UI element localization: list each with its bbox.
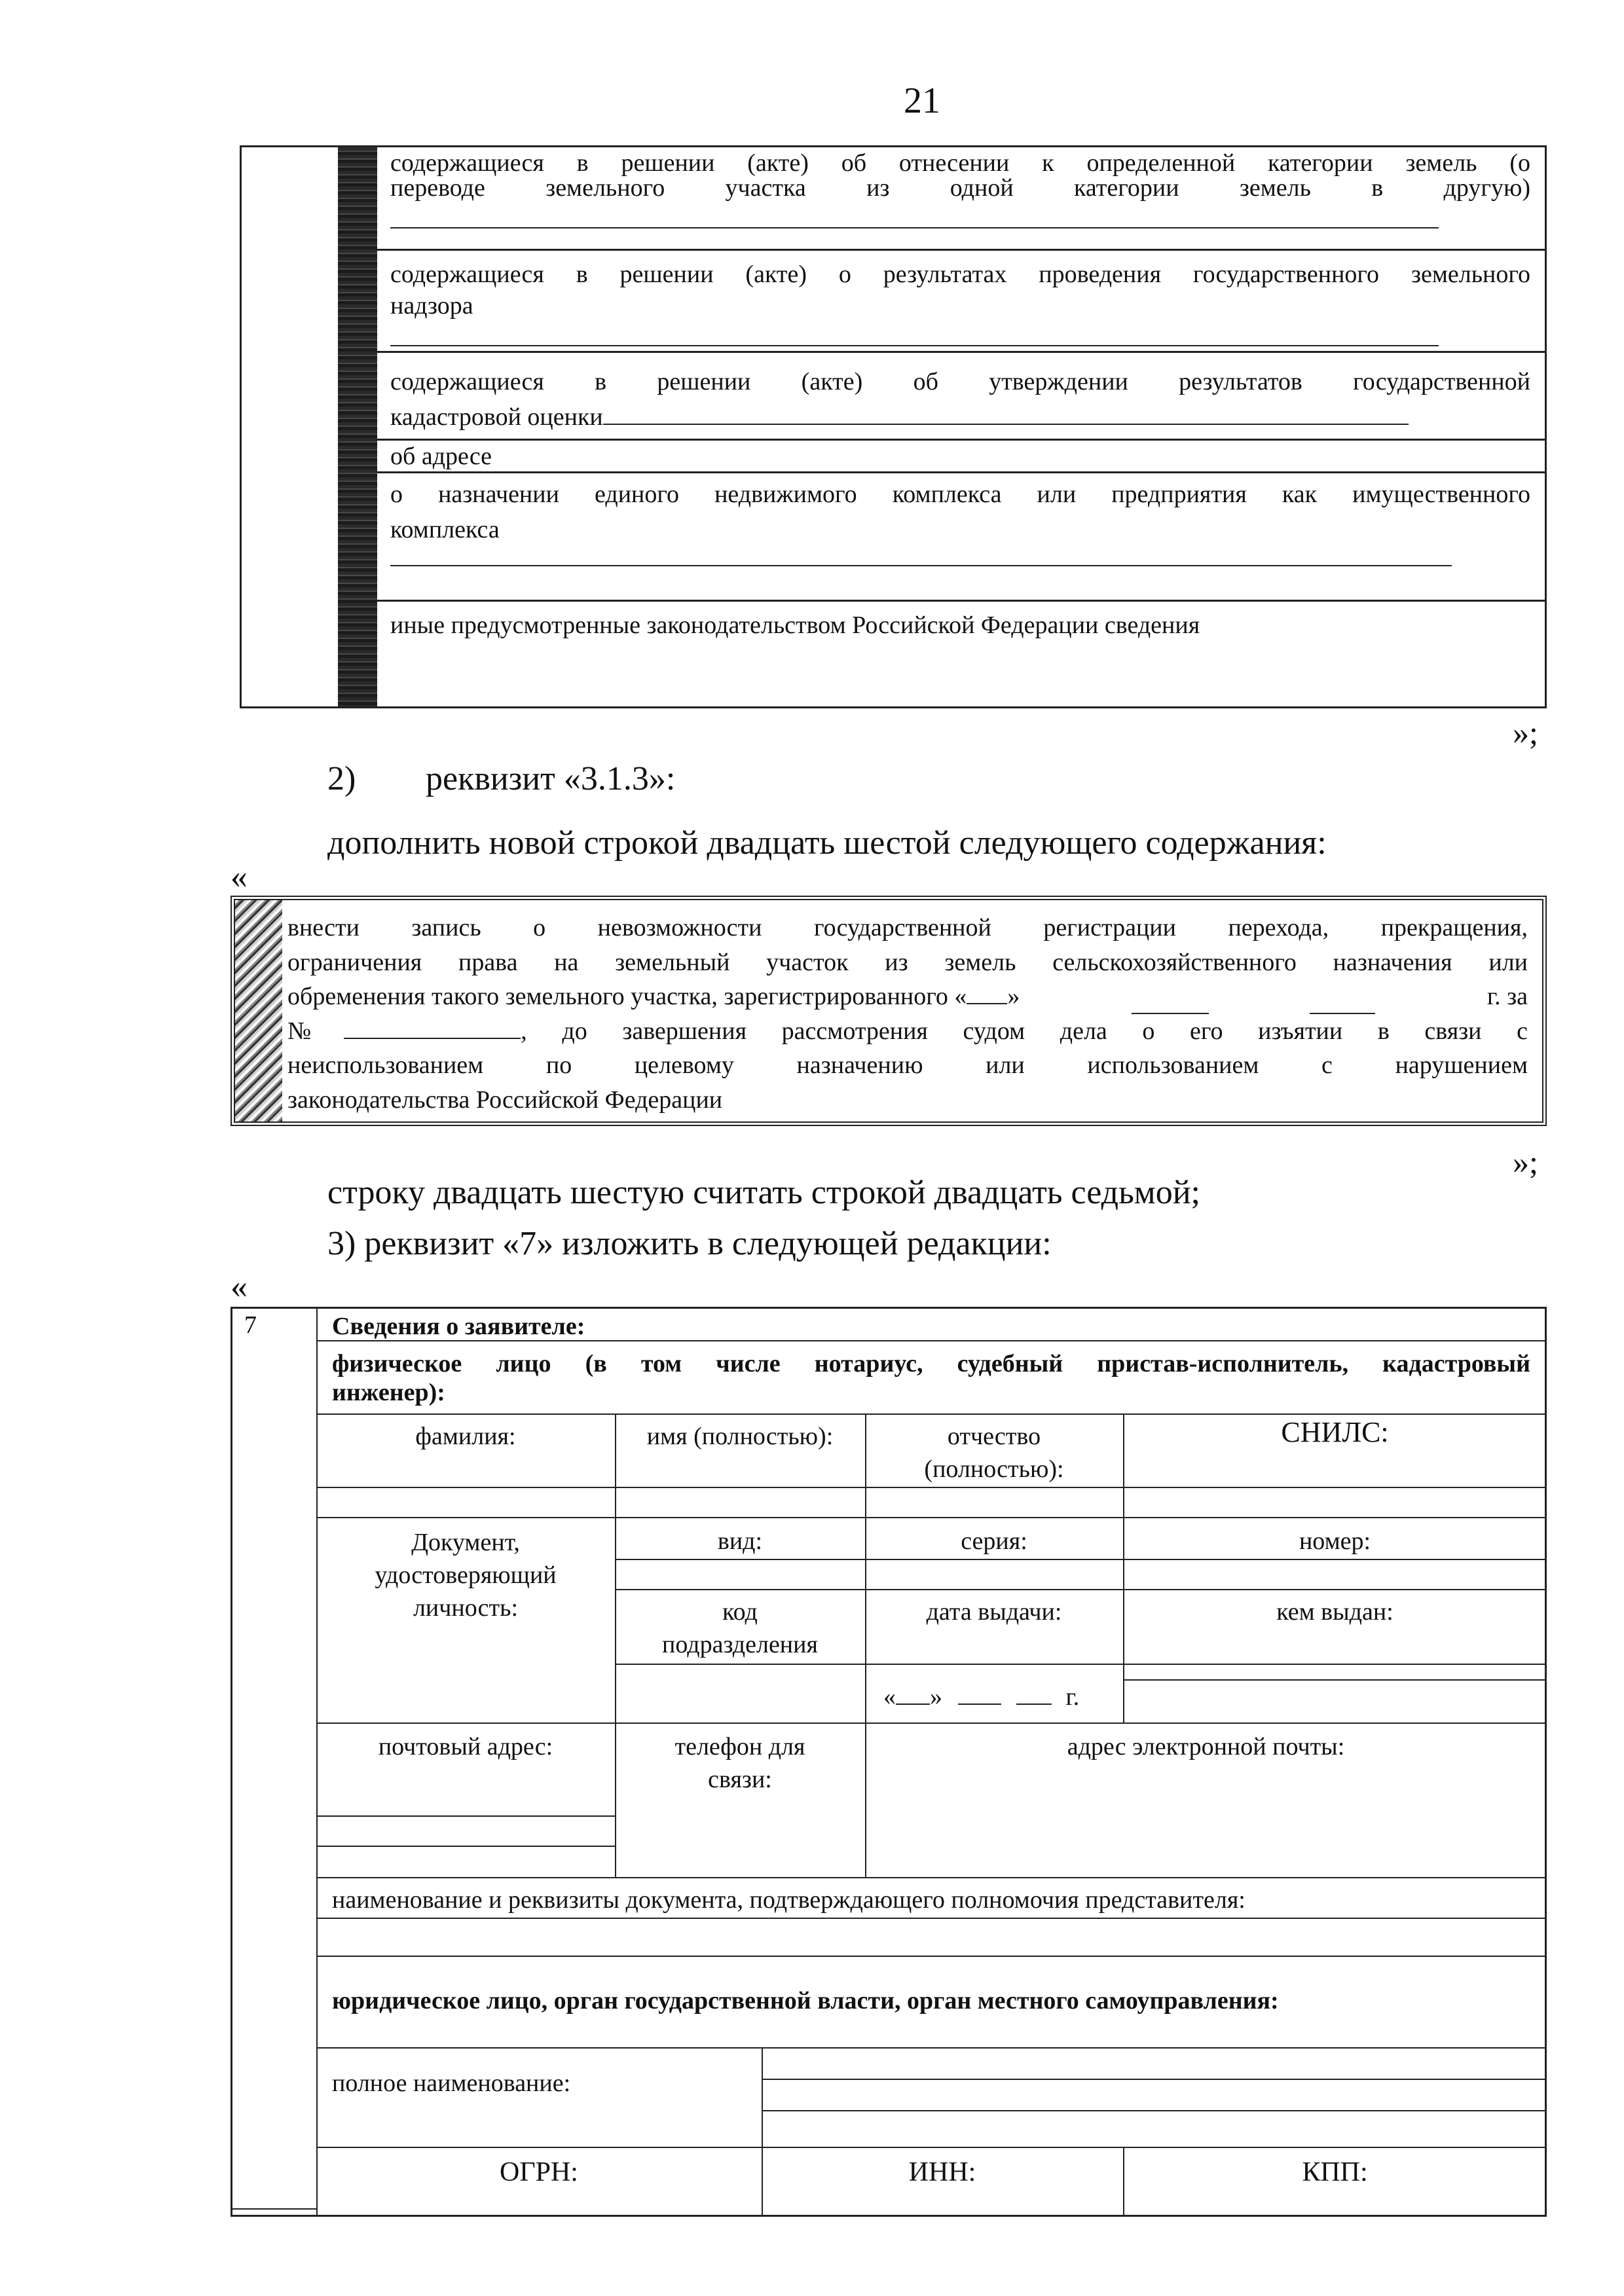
closing-quote: »; xyxy=(1513,1144,1538,1180)
fill-in-line xyxy=(603,424,1409,425)
legal-entity-header: юридическое лицо, орган государственной власти, орган местного самоуправления: xyxy=(332,1987,1279,2014)
table-row-other-info: иные предусмотренные законодательством Российской Федерации сведения xyxy=(390,611,1200,639)
item-text: реквизит «3.1.3»: xyxy=(426,760,676,797)
representative-document-label: наименование и реквизиты документа, подтверждающего полномочия представителя: xyxy=(332,1886,1246,1914)
register-details-table xyxy=(240,145,1547,708)
issued-by-label: кем выдан: xyxy=(1276,1598,1393,1626)
document-series-label: серия: xyxy=(961,1527,1027,1555)
patronymic-label: отчество (полностью): xyxy=(924,1423,1064,1483)
opening-quote: « xyxy=(231,1268,248,1305)
individual-header: физическое лицо (в том числе нотариус, судебный пристав-исполнитель, кадастровый инженер): xyxy=(332,1350,1530,1406)
issue-date-label: дата выдачи: xyxy=(926,1598,1062,1626)
table-row-address: об адресе xyxy=(377,441,1545,473)
table-row-property-complex: о назначении единого недвижимого комплекса или предприятия как имущественного комплекса xyxy=(377,473,1545,602)
fill-in-line xyxy=(390,204,1439,228)
document-number-label: номер: xyxy=(1299,1527,1371,1555)
new-row-box xyxy=(231,896,1547,1126)
postal-address-label: почтовый адрес: xyxy=(378,1733,553,1760)
row-number: 7 xyxy=(244,1311,257,1339)
fill-in-line xyxy=(390,545,1452,566)
division-code-label: код подразделения xyxy=(662,1598,818,1658)
renumber-text: строку двадцать шестую считать строкой двадцать седьмой; xyxy=(327,1174,1200,1211)
snils-label: СНИЛС: xyxy=(1281,1416,1389,1448)
applicant-info-table xyxy=(231,1307,1547,2217)
surname-label: фамилия: xyxy=(415,1423,516,1450)
item-text: 3) реквизит «7» изложить в следующей редакции: xyxy=(327,1225,1052,1262)
box-shaded-column xyxy=(235,900,282,1121)
date-template: « » г. xyxy=(883,1683,1080,1711)
item-number: 2) xyxy=(327,760,356,797)
page-number: 21 xyxy=(904,81,940,121)
table-shaded-column xyxy=(338,147,377,706)
document-type-label: вид: xyxy=(717,1527,763,1555)
first-name-label: имя (полностью): xyxy=(646,1423,834,1450)
email-label: адрес электронной почты: xyxy=(1067,1733,1345,1760)
instruction-text: дополнить новой строкой двадцать шестой следующего содержания: xyxy=(327,824,1327,862)
closing-quote: »; xyxy=(1513,714,1538,751)
inn-label: ИНН: xyxy=(908,2157,976,2187)
opening-quote: « xyxy=(231,858,248,896)
phone-label: телефон для связи: xyxy=(674,1733,805,1793)
table-row-land-supervision: содержащиеся в решении (акте) о результатах проведения государственного земельного надзора xyxy=(377,251,1545,353)
ogrn-label: ОГРН: xyxy=(500,2157,578,2187)
new-row-text: внести запись о невозможности государственной регистрации перехода, прекращения, ограничения права на земельный участок из земель сельскохозяйственного назначения или обременения такого земельного участка, зарегистрированного « » г. за № , до завершения рассмотрения судом дела о его изъятии в связи с неиспользованием по целевому назначению или использованием с нарушением законодательства Российской Федерации xyxy=(287,914,1528,1114)
table-row-category-decision: содержащиеся в решении (акте) об отнесении к определенной категории земель (о переводе земельного участка из одной категории земель в другую) xyxy=(377,147,1545,251)
id-document-label: Документ, удостоверяющий личность: xyxy=(375,1529,557,1622)
table-row-cadastral-valuation: содержащиеся в решении (акте) об утверждении результатов государственной кадастровой оценки xyxy=(377,353,1545,441)
kpp-label: КПП: xyxy=(1302,2157,1368,2187)
fill-in-line xyxy=(390,321,1439,346)
full-name-label: полное наименование: xyxy=(332,2069,571,2097)
section-title: Сведения о заявителе: xyxy=(332,1313,585,1340)
